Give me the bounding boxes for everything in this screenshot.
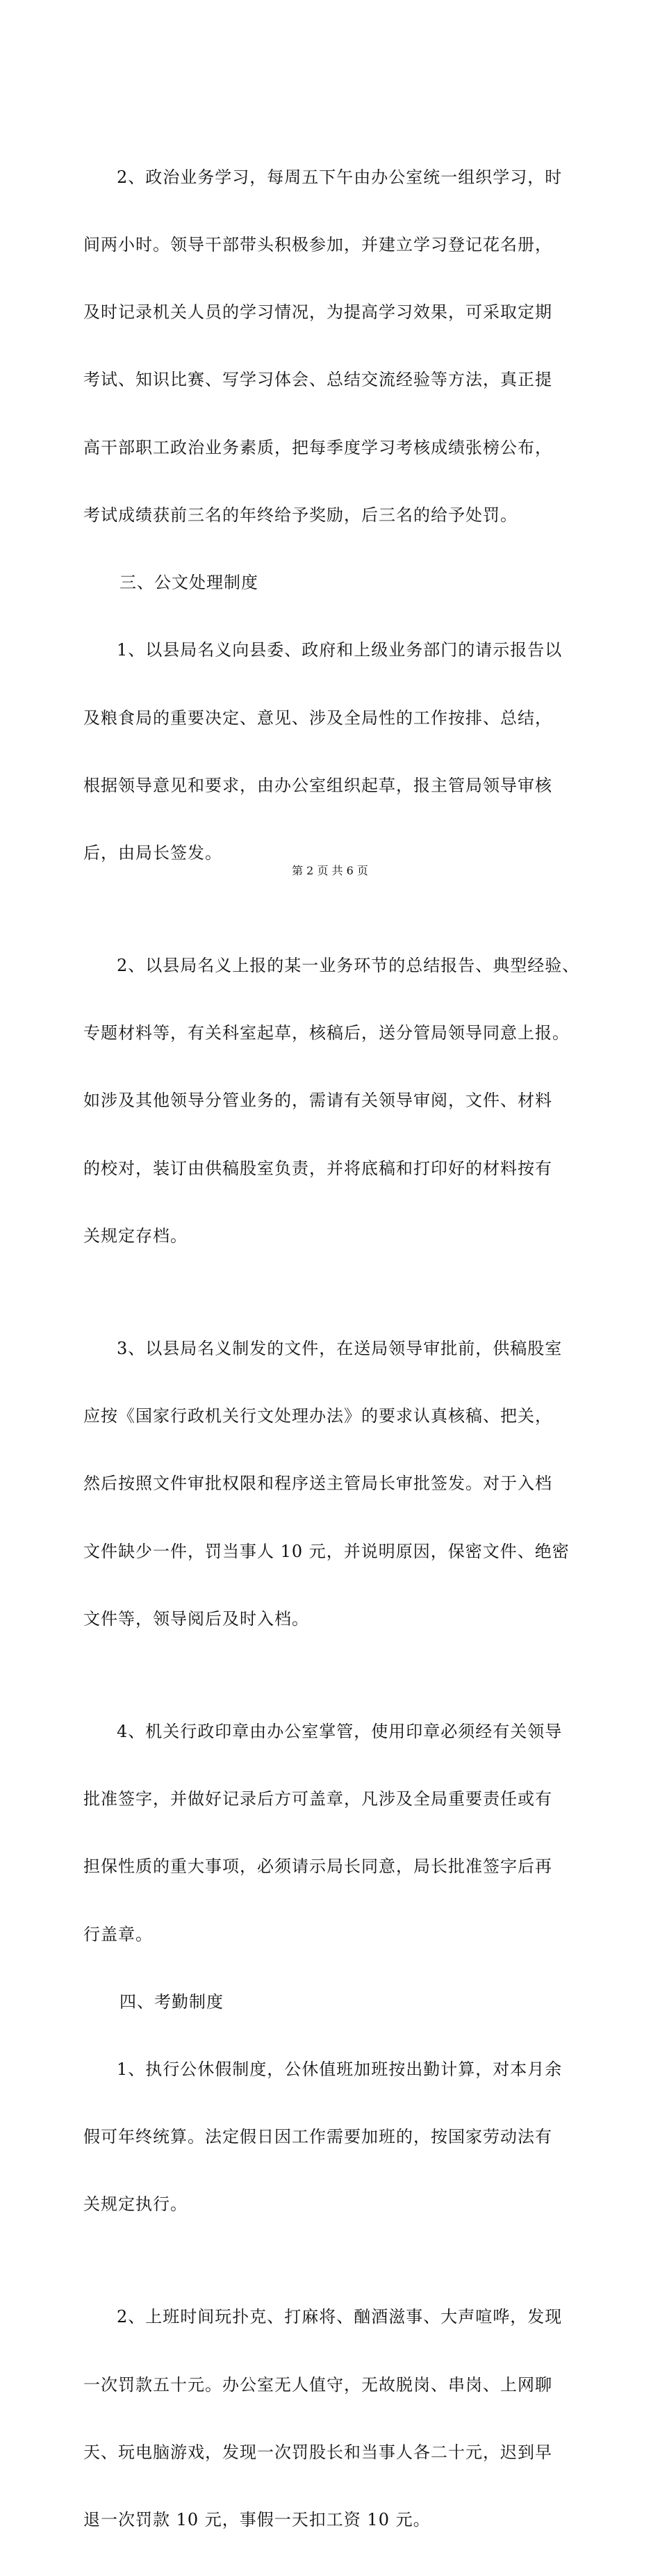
section-heading-document-handling [83,571,580,594]
paragraph-leave-policy [83,2013,580,2260]
text-line: 关规定存档。 [83,1225,188,1246]
text-line: 及粮食局的重要决定、意见、涉及全局性的工作按排、总结， [83,708,552,728]
text-line: 一次罚款五十元。办公室无人值守，无故脱岗、串岗、上网聊 [83,2374,552,2395]
text-line: 间两小时。领导干部带头积极参加，并建立学习登记花名册， [83,235,552,255]
text-line: 及时记录机关人员的学习情况，为提高学习效果，可采取定期 [83,302,552,323]
text-line: 应按《国家行政机关行文处理办法》的要求认真核稿、把关， [83,1406,552,1426]
text-line: 根据领导意见和要求，由办公室组织起草，报主管局领导审核 [83,775,552,795]
document-body [83,121,580,2576]
text-line: 2、上班时间玩扑克、打麻将、酗酒滋事、大声喧哗，发现 [117,2307,563,2327]
text-line: 行盖章。 [83,1924,153,1944]
text-line: 考试成绩获前三名的年终给予奖励，后三名的给予处罚。 [83,505,518,525]
text-line: 的校对，装订由供稿股室负责，并将底稿和打印好的材料按有 [83,1158,552,1178]
section-heading-attendance [83,1991,580,2013]
text-line: 3、以县局名义制发的文件，在送局领导审批前，供稿股室 [117,1338,563,1358]
paragraph-official-seal [83,1675,580,1991]
text-line: 考试、知识比赛、写学习体会、总结交流经验等方法，真正提 [83,370,552,390]
text-line: 关规定执行。 [83,2194,188,2215]
text-line: 1、执行公休假制度，公休值班加班按出勤计算，对本月余 [117,2059,563,2079]
text-line: 2、以县局名义上报的某一业务环节的总结报告、典型经验、 [117,956,580,976]
text-line: 4、机关行政印章由办公室掌管，使用印章必须经有关领导 [117,1721,563,1741]
text-line: 批准签字，并做好记录后方可盖章，凡涉及全局重要责任或有 [83,1789,552,1809]
text-line: 假可年终统算。法定假日因工作需要加班的，按国家劳动法有 [83,2127,552,2147]
text-line: 退一次罚款 10 元，事假一天扣工资 10 元。 [83,2510,431,2530]
text-line: 文件缺少一件，罚当事人 10 元，并说明原因，保密文件、绝密 [83,1541,570,1561]
page-number-footer: 第 2 页 共 6 页 [292,864,368,877]
text-line: 专题材料等，有关科室起草，核稿后，送分管局领导同意上报。 [83,1023,570,1043]
paragraph-political-study [83,121,580,571]
text-line: 1、以县局名义向县委、政府和上级业务部门的请示报告以 [117,640,563,660]
text-line: 高干部职工政治业务素质，把每季度学习考核成绩张榜公布， [83,437,552,457]
text-line: 如涉及其他领导分管业务的，需请有关领导审阅，文件、材料 [83,1091,552,1111]
heading-text: 四、考勤制度 [119,1991,224,2012]
paragraph-work-discipline [83,2261,580,2576]
paragraph-business-reports [83,909,580,1292]
paragraph-document-approval [83,1292,580,1675]
heading-text: 三、公文处理制度 [119,573,258,593]
text-line: 担保性质的重大事项，必须请示局长同意，局长批准签字后再 [83,1857,552,1877]
text-line: 后，由局长签发。 [83,843,222,863]
text-line: 2、政治业务学习，每周五下午由办公室统一组织学习，时 [117,167,563,187]
text-line: 天、玩电脑游戏，发现一次罚股长和当事人各二十元，迟到早 [83,2442,552,2462]
text-line: 文件等，领导阅后及时入档。 [83,1608,309,1629]
text-line: 然后按照文件审批权限和程序送主管局长审批签发。对于入档 [83,1474,552,1494]
